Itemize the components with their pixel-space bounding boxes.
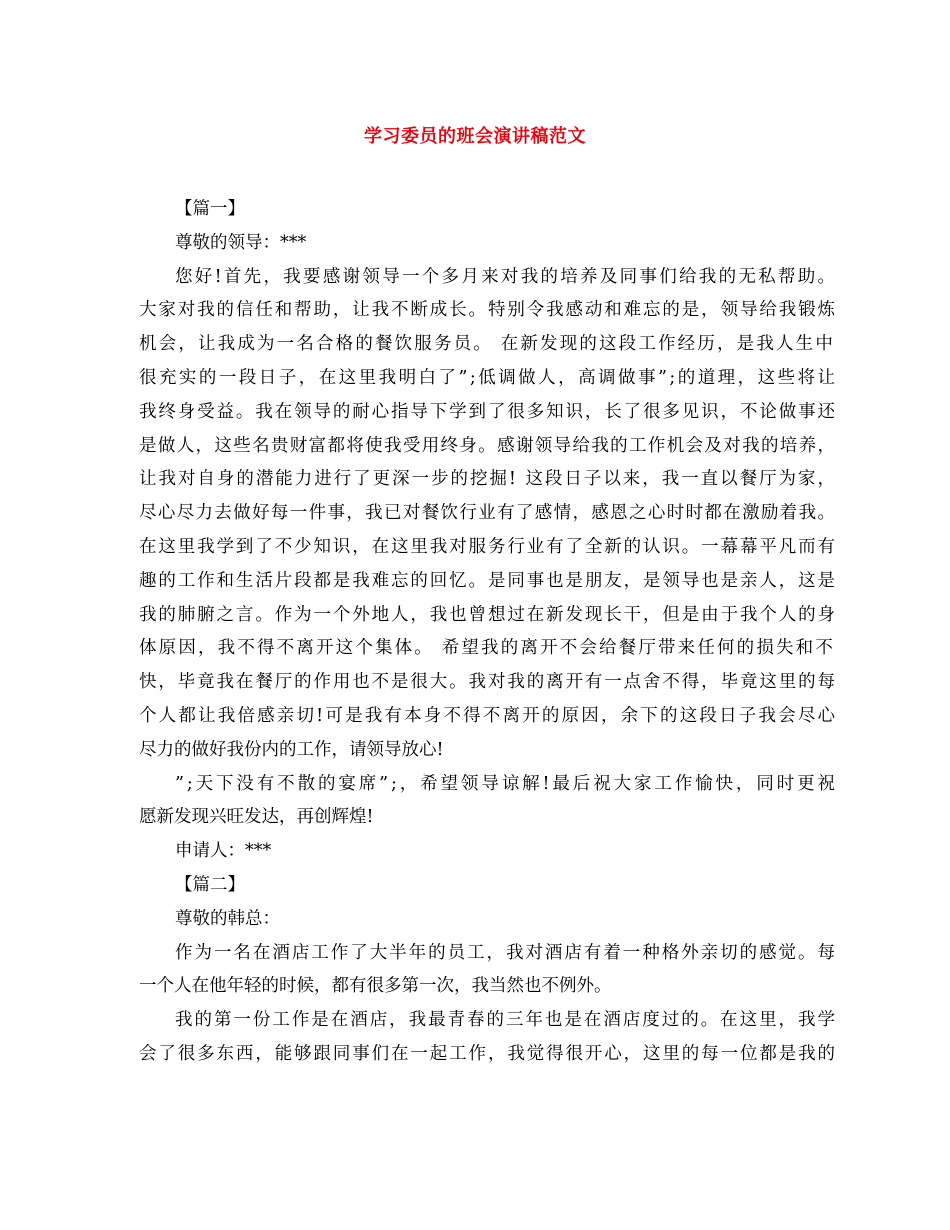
paragraph-line: 我终身受益。我在领导的耐心指导下学到了很多知识，长了很多见识，不论做事还: [139, 401, 837, 422]
paragraph-line: 作为一名在酒店工作了大半年的员工，我对酒店有着一种格外亲切的感觉。每: [175, 942, 837, 963]
document-body: [139, 193, 838, 1072]
paragraph-line: 在这里我学到了不少知识，在这里我对服务行业有了全新的认识。一幕幕平凡而有: [139, 536, 837, 557]
paragraph-line: 申请人：***: [175, 841, 272, 862]
paragraph-line: 大家对我的信任和帮助，让我不断成长。特别令我感动和难忘的是，领导给我锻炼: [139, 300, 837, 321]
paragraph-line: 会了很多东西，能够跟同事们在一起工作，我觉得很开心，这里的每一位都是我的: [139, 1043, 837, 1064]
paragraph-line: 是做人，这些名贵财富都将使我受用终身。感谢领导给我的工作机会及对我的培养，: [139, 435, 837, 456]
paragraph-line: 个人都让我倍感亲切!可是我有本身不得不离开的原因，余下的这段日子我会尽心: [139, 705, 838, 726]
paragraph-line: 机会，让我成为一名合格的餐饮服务员。 在新发现的这段工作经历，是我人生中: [139, 334, 835, 355]
paragraph-line: 【篇一】: [175, 199, 245, 219]
paragraph-line: 快，毕竟我在餐厅的作用也不是很大。我对我的离开有一点舍不得，毕竟这里的每: [139, 672, 837, 693]
document-title: 学习委员的班会演讲稿范文: [364, 126, 586, 147]
paragraph-line: ”;天下没有不散的宴席”;，希望领导谅解!最后祝大家工作愉快，同时更祝: [175, 773, 838, 794]
paragraph-line: 尊敬的韩总：: [175, 908, 280, 929]
paragraph-line: 尽心尽力去做好每一件事，我已对餐饮行业有了感情，感恩之心时时都在激励着我。: [139, 503, 837, 524]
paragraph-line: 趣的工作和生活片段都是我难忘的回忆。是同事也是朋友，是领导也是亲人，这是: [139, 570, 837, 591]
paragraph-line: 尽力的做好我份内的工作，请领导放心!: [139, 739, 444, 760]
paragraph-line: 我的肺腑之言。作为一个外地人，我也曾想过在新发现长干，但是由于我个人的身: [139, 604, 837, 625]
paragraph-line: 尊敬的领导：***: [175, 232, 307, 253]
paragraph-line: 很充实的一段日子，在这里我明白了”;低调做人，高调做事”;的道理，这些将让: [139, 367, 838, 388]
paragraph-line: 您好!首先，我要感谢领导一个多月来对我的培养及同事们给我的无私帮助。: [175, 266, 838, 287]
paragraph-line: 体原因，我不得不离开这个集体。 希望我的离开不会给餐厅带来任何的损失和不: [139, 638, 835, 659]
paragraph-line: 【篇二】: [175, 874, 245, 895]
paragraph-line: 让我对自身的潜能力进行了更深一步的挖掘! 这段日子以来，我一直以餐厅为家，: [139, 469, 837, 490]
paragraph-line: 愿新发现兴旺发达，再创辉煌!: [139, 807, 374, 828]
paragraph-line: 一个人在他年轻的时候，都有很多第一次，我当然也不例外。: [139, 976, 612, 997]
paragraph-line: 我的第一份工作是在酒店，我最青春的三年也是在酒店度过的。在这里，我学: [175, 1010, 837, 1031]
